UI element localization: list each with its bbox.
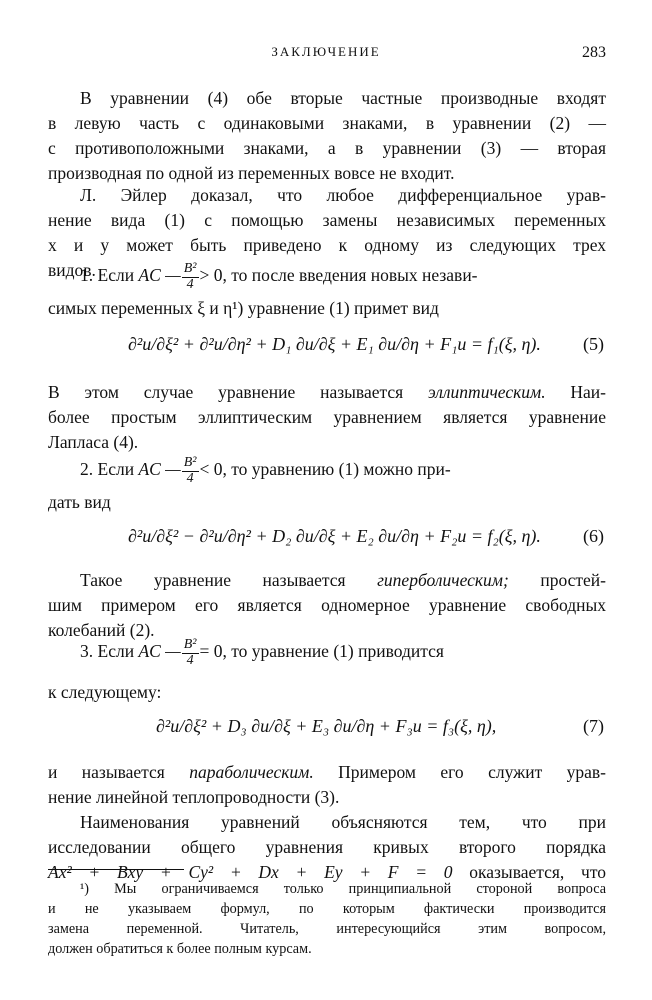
text-line: Наименования уравнений объясняются тем, что при <box>80 812 606 832</box>
equation-6-body: ∂²u/∂ξ² − ∂²u/∂η² + D₂ ∂u/∂ξ + E₂ ∂u/∂η + F₂u = f₂(ξ, η). <box>128 526 541 546</box>
equation-5-number: (5) <box>583 334 604 354</box>
text-line <box>48 380 606 405</box>
text-line: видов. <box>48 260 96 280</box>
paragraph-3 <box>48 380 606 455</box>
text-line: в левую часть с одинаковыми знаками, в уравнении (2) — <box>48 113 606 133</box>
frac-denominator: 4 <box>182 653 199 669</box>
case-tail: то уравнение (1) приводится <box>231 641 444 662</box>
footnote-line: замена переменной. Читатель, интересующийся этим вопросом, <box>48 921 606 937</box>
term-hyperbolic: гиперболическим; <box>377 570 509 590</box>
text-line: Л. Эйлер доказал, что любое дифференциальное урав- <box>80 185 606 205</box>
text-line <box>48 760 606 785</box>
text-line: шим примером его является одномерное уравнение свободных <box>48 595 606 615</box>
paragraph-4 <box>48 568 606 643</box>
footnote <box>48 879 606 959</box>
text-line: колебаний (2). <box>48 620 155 640</box>
condition-left: AC — <box>138 265 181 286</box>
text-line: симых переменных ξ и η¹) уравнение (1) примет вид <box>48 298 439 319</box>
text-span: оказывается, что <box>469 862 607 882</box>
text-span: Наи- <box>570 382 607 402</box>
case-lead: 1. Если <box>80 265 135 286</box>
term-parabolic: параболическим. <box>189 762 314 782</box>
frac-denominator: 4 <box>182 277 199 293</box>
case-lead: 2. Если <box>80 459 135 480</box>
case-3 <box>48 638 606 705</box>
case-1-condition-line <box>48 262 606 292</box>
text-line: более простым эллиптическим уравнением является уравнение <box>48 407 606 427</box>
text-line: x и y может быть приведено к одному из следующих трех <box>48 235 606 255</box>
case-2-condition-line <box>48 456 606 486</box>
footnote-rule <box>48 869 184 870</box>
conic-equation: Ax² + Bxy + Cy² + Dx + Ey + F = 0 <box>48 862 453 882</box>
text-line: нение линейной теплопроводности (3). <box>48 787 340 807</box>
text-span: и называется <box>48 762 165 782</box>
term-elliptic: эллиптическим. <box>428 382 546 402</box>
b-squared-over-4 <box>182 638 199 668</box>
b-squared-over-4 <box>182 262 199 292</box>
text-line <box>48 568 606 593</box>
text-span: Такое уравнение называется <box>80 570 346 590</box>
condition-right: < 0, <box>199 459 227 480</box>
case-lead: 3. Если <box>80 641 135 662</box>
text-span: Примером его служит урав- <box>338 762 607 782</box>
footnote-line: должен обратиться к более полным курсам. <box>48 941 312 957</box>
text-line: производная по одной из переменных вовсе не входит. <box>48 163 455 183</box>
condition-right: = 0, <box>199 641 227 662</box>
footnote-line: и не указываем формул, по которым фактически производится <box>48 901 606 917</box>
case-1 <box>48 262 606 321</box>
frac-numerator: B² <box>183 637 197 652</box>
case-2 <box>48 456 606 515</box>
paragraph-5 <box>48 760 606 810</box>
case-tail: то уравнению (1) можно при- <box>231 459 451 480</box>
running-header: ЗАКЛЮЧЕНИЕ <box>271 44 381 59</box>
text-line: исследовании общего уравнения кривых второго порядка <box>48 837 606 857</box>
footnote-line: ¹) Мы ограничиваемся только принципиальной стороной вопроса <box>80 881 606 897</box>
text-span: В этом случае уравнение называется <box>48 382 404 402</box>
text-line: к следующему: <box>48 682 162 703</box>
frac-numerator: B² <box>183 261 197 276</box>
condition-left: AC — <box>138 641 181 662</box>
text-line: нение вида (1) с помощью замены независимых переменных <box>48 210 606 230</box>
text-span: простей- <box>540 570 607 590</box>
case-3-condition-line <box>48 638 606 668</box>
equation-5-body: ∂²u/∂ξ² + ∂²u/∂η² + D₁ ∂u/∂ξ + E₁ ∂u/∂η + F₁u = f₁(ξ, η). <box>128 334 541 354</box>
frac-numerator: B² <box>183 455 197 470</box>
equation-7-number: (7) <box>583 716 604 736</box>
text-line: с противоположными знаками, а в уравнении (3) — вторая <box>48 138 606 158</box>
text-line: В уравнении (4) обе вторые частные производные входят <box>80 88 606 108</box>
equation-6-number: (6) <box>583 526 604 546</box>
frac-denominator: 4 <box>182 471 199 487</box>
b-squared-over-4 <box>182 456 199 486</box>
case-tail: то после введения новых незави- <box>231 265 478 286</box>
paragraph-6 <box>48 810 606 885</box>
page-number: 283 <box>582 44 606 61</box>
condition-left: AC — <box>138 459 181 480</box>
text-line: дать вид <box>48 492 111 513</box>
equation-7-body: ∂²u/∂ξ² + D₃ ∂u/∂ξ + E₃ ∂u/∂η + F₃u = f₃(ξ, η), <box>156 716 497 736</box>
text-line: Лапласа (4). <box>48 432 139 452</box>
condition-right: > 0, <box>199 265 227 286</box>
paragraph-1 <box>48 86 606 186</box>
